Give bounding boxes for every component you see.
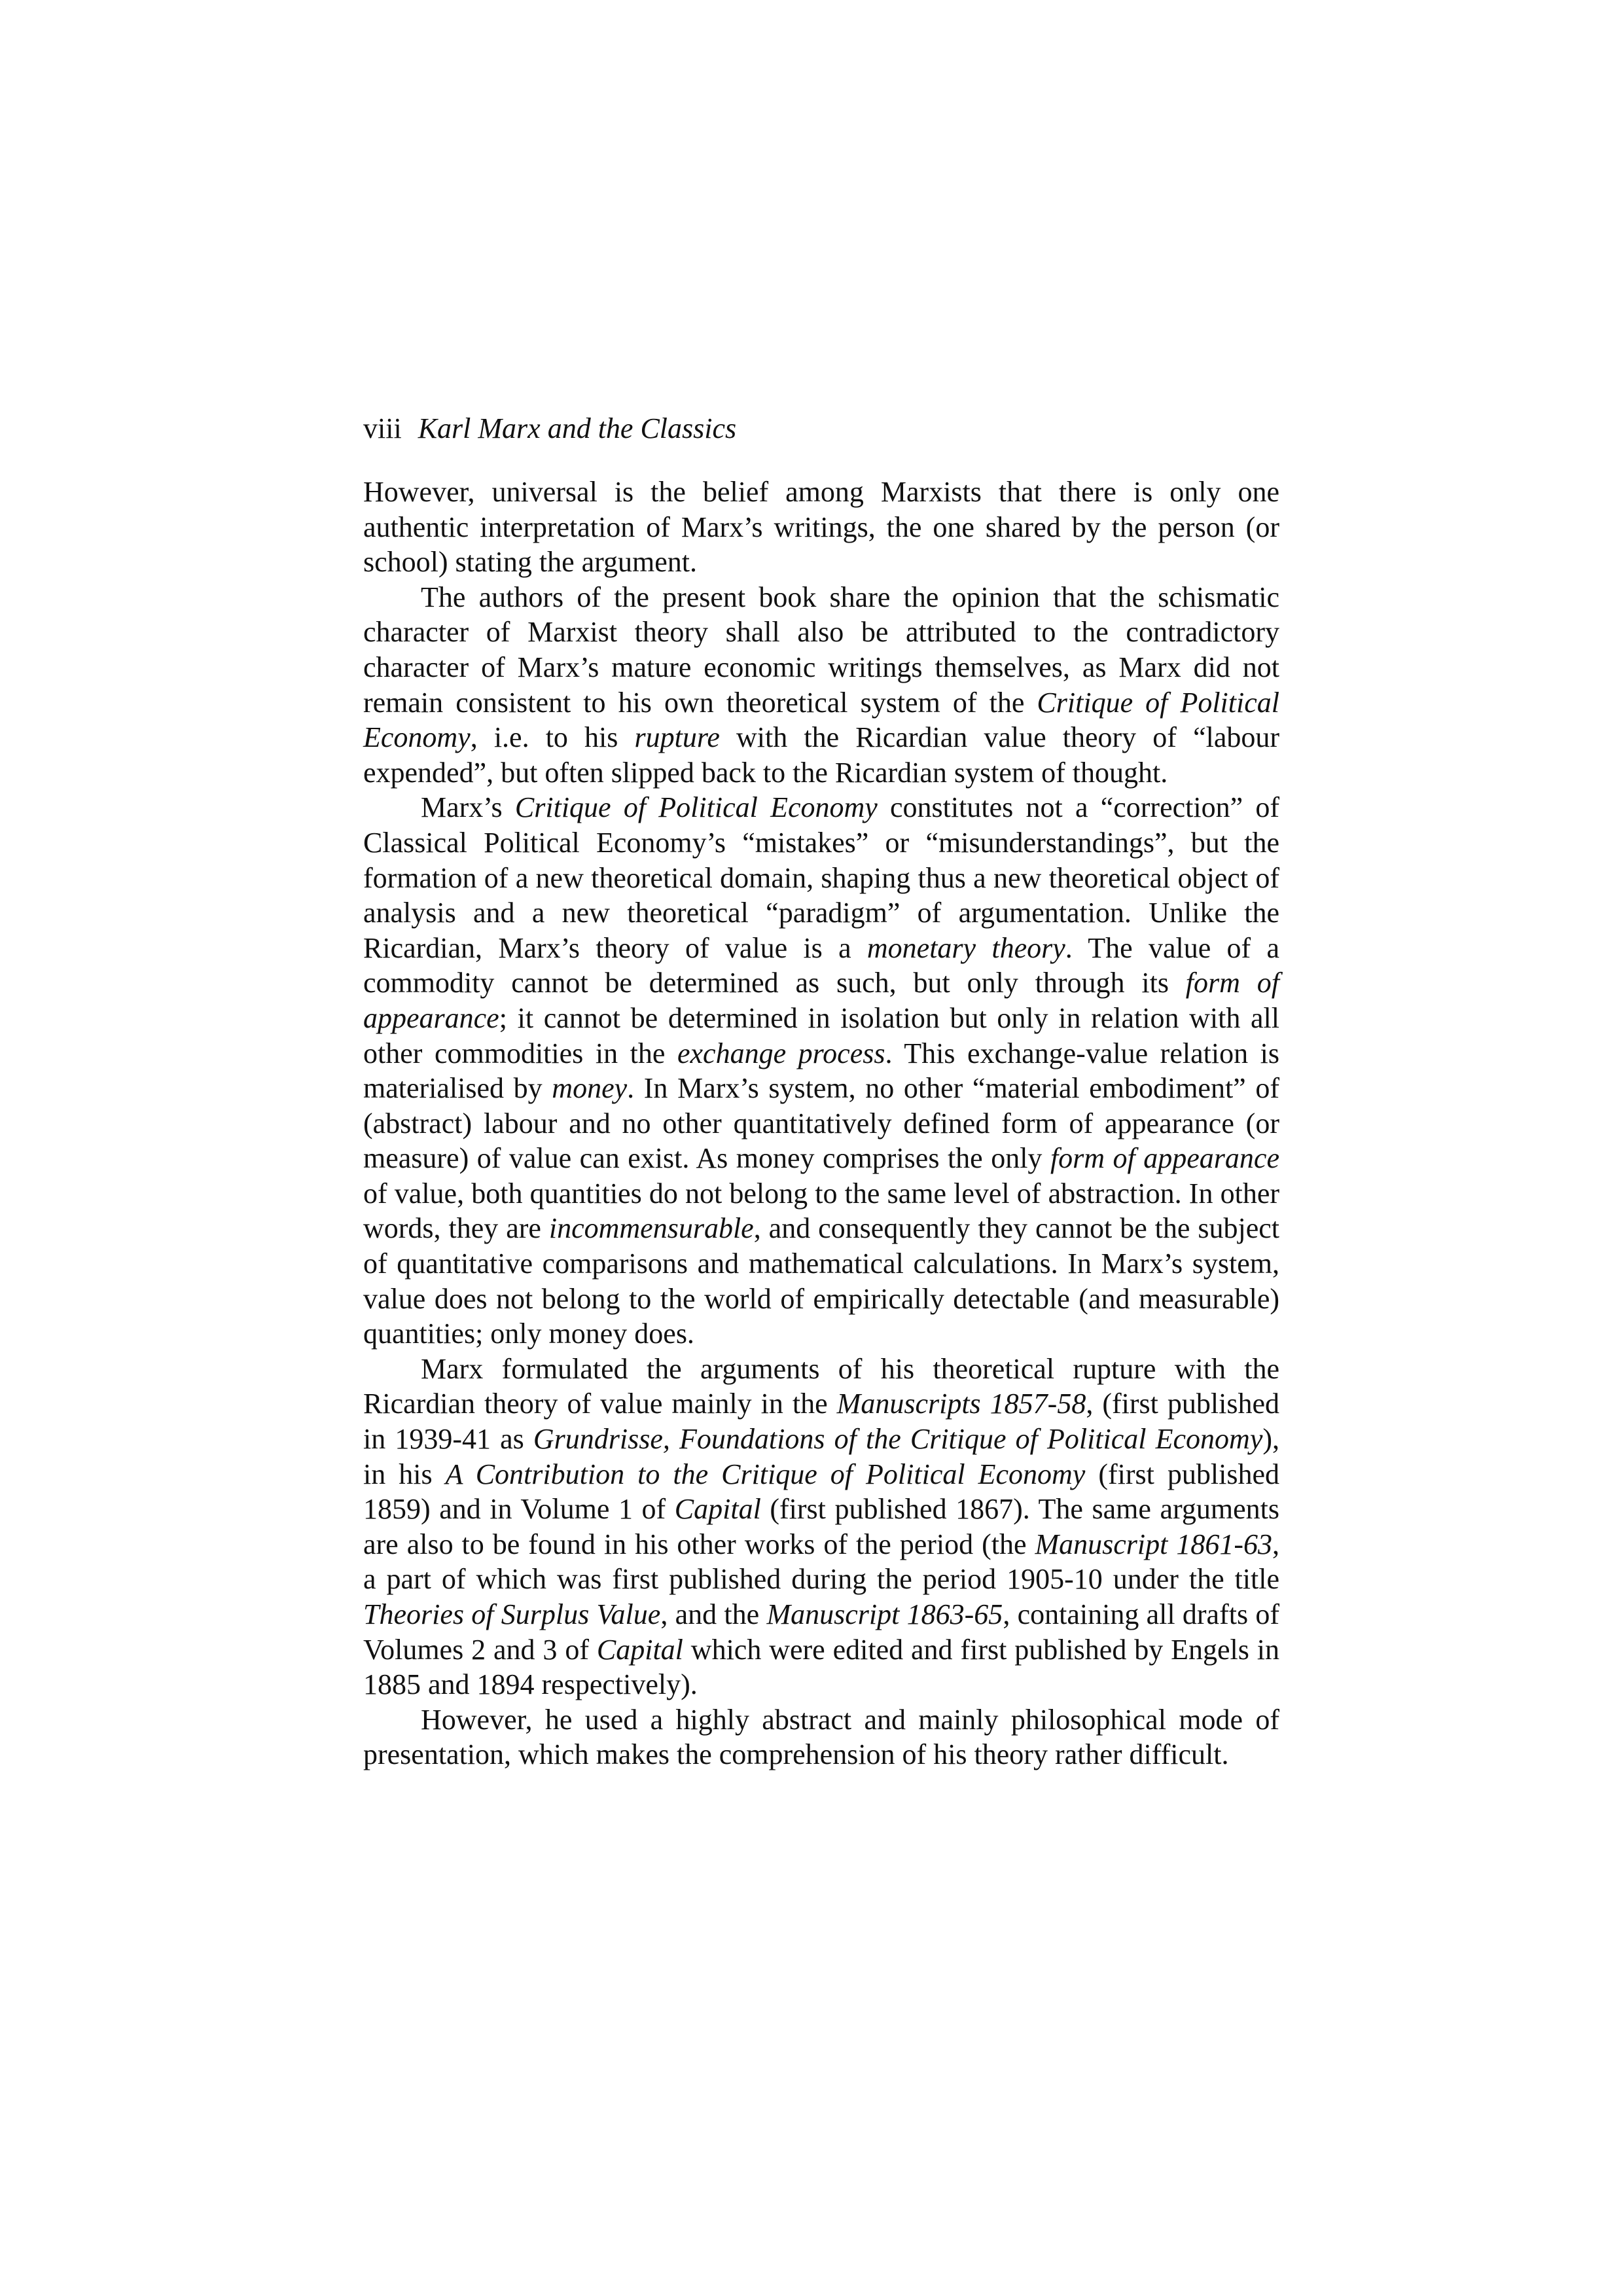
paragraph-5: However, he used a highly abstract and mainly philosophical mode of presentation, which makes the comprehension of his theory rather difficult.	[363, 1703, 1279, 1771]
paragraph-1: However, universal is the belief among Marxists that there is only one authentic interpretation of Marx’s writings, the one shared by the person (or school) stating the argument.	[363, 476, 1279, 579]
paragraph-4: Marx formulated the arguments of his theoretical rupture with the Ricardian theory of value mainly in the Manuscripts 1857-58, (first published in 1939-41 as Grundrisse, Foundations of the Critique of Political Economy), in his A Contribution to the Critique of Political Economy (first published 1859) and in Volume 1 of Capital (first published 1867). The same arguments are also to be found in his other works of the period (the Manuscript 1861-63, a part of which was first published during the period 1905-10 under the title Theories of Surplus Value, and the Manuscript 1863-65, containing all drafts of Volumes 2 and 3 of Capital which were edited and first published by Engels in 1885 and 1894 respectively).	[363, 1352, 1280, 1701]
page-number: viii	[363, 412, 402, 444]
book-title: Karl Marx and the Classics	[418, 412, 737, 444]
paragraph-3: Marx’s Critique of Political Economy constitutes not a “correction” of Classical Political Economy’s “mistakes” or “misunderstandings”, but the formation of a new theoretical domain, shaping thus a new theoretical object of analysis and a new theoretical “paradigm” of argumentation. Unlike the Ricardian, Marx’s theory of value is a monetary theory. The value of a commodity cannot be determined as such, but only through its form of appearance; it cannot be determined in isolation but only in relation with all other commodities in the exchange process. This exchange-value relation is materialised by money. In Marx’s system, no other “material embodiment” of (abstract) labour and no other quantitatively defined form of appearance (or measure) of value can exist. As money comprises the only form of appearance of value, both quantities do not belong to the same level of abstraction. In other words, they are incommensurable, and consequently they cannot be the subject of quantitative comparisons and mathematical calculations. In Marx’s system, value does not belong to the world of empirically detectable (and measurable) quantities; only money does.	[363, 791, 1280, 1350]
book-page	[363, 409, 1279, 1772]
running-head	[363, 409, 1279, 448]
paragraph-2: The authors of the present book share the opinion that the schismatic character of Marxist theory shall also be attributed to the contradictory character of Marx’s mature economic writings themselves, as Marx did not remain consistent to his own theoretical system of the Critique of Political Economy, i.e. to his rupture with the Ricardian value theory of “labour expended”, but often slipped back to the Ricardian system of thought.	[363, 581, 1279, 789]
